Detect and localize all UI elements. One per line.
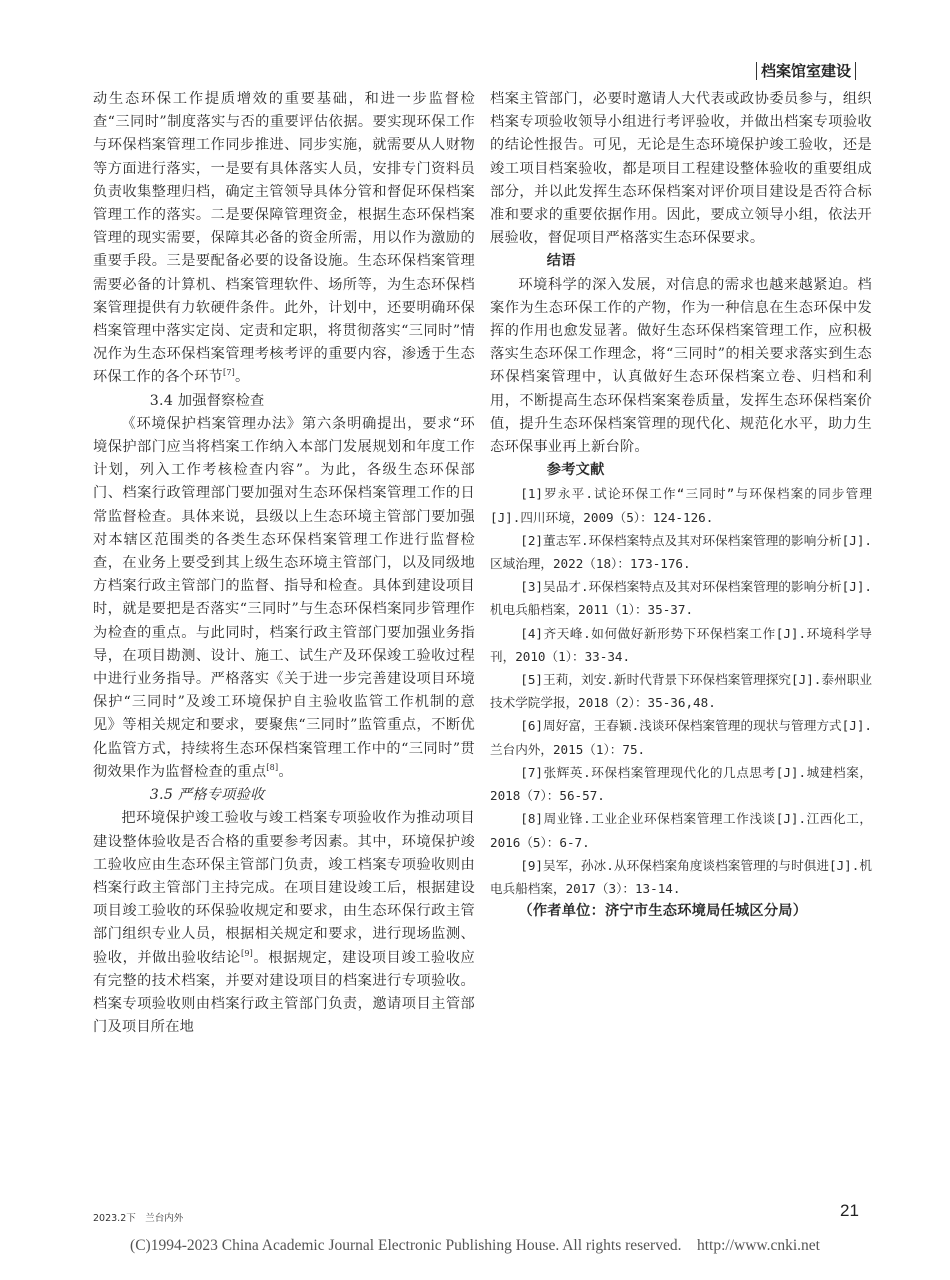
subsection-heading-3-4: 3.4 加强督察检查 bbox=[149, 392, 265, 409]
section-header: 档案馆室建设 bbox=[756, 62, 856, 80]
citation-ref[interactable]: [7] bbox=[222, 368, 236, 378]
references-heading: 参考文献 bbox=[546, 462, 605, 479]
citation-ref[interactable]: [9] bbox=[240, 948, 254, 958]
reference-item: [9]吴军，孙冰.从环保档案角度谈档案管理的与时俱进[J].机电兵船档案，2017（3）：13-14. bbox=[490, 857, 872, 896]
reference-item: [7]张辉英.环保档案管理现代化的几点思考[J].城建档案，2018（7）：56-57. bbox=[490, 764, 872, 804]
reference-item: [2]董志军.环保档案特点及其对环保档案管理的影响分析[J].区域治理，2022（18）：173-176. bbox=[490, 532, 872, 572]
reference-list bbox=[490, 482, 872, 900]
reference-item: [1]罗永平.试论环保工作“三同时”与环保档案的同步管理[J].四川环境，2009（5）：124-126. bbox=[490, 486, 872, 525]
journal-issue: 2023.2下 兰台内外 bbox=[93, 1213, 184, 1224]
conclusion-paragraph: 环境科学的深入发展，对信息的需求也越来越紧迫。档案作为生态环保工作的产物，作为一种信息在生态环保中发挥的作用也愈发显著。做好生态环保档案管理工作，应积极落实生态环保工作理念，将“三同时”的相关要求落实到生态环保档案管理中，认真做好生态环保档案立卷、归档和利用，不断提高生态环保档案案卷质量，发挥生态环保档案价值，提升生态环保档案管理的现代化、规范化水平，助力生态环保事业再上新台阶。 bbox=[490, 276, 872, 456]
body-paragraph: 《环境保护档案管理办法》第六条明确提出，要求“环境保护部门应当将档案工作纳入本部门发展规划和年度工作计划，列入工作考核检查内容”。为此，各级生态环保部门、档案行政管理部门要加强对生态环保档案管理工作的日常监督检查。具体来说，县级以上生态环境主管部门要加强对本辖区范围类的各类生态环保档案管理工作进行监督检查，在业务上要受到其上级生态环境主管部门，以及同级地方档案行政主管部门的监督、指导和检查。具体到建设项目时，就是要把是否落实“三同时”与生态环保档案同步管理作为检查的重点。与此同时，档案行政主管部门要加强业务指导，在项目勘测、设计、施工、试生产及环保竣工验收过程中进行业务指导。严格落实《关于进一步完善建设项目环境保护“三同时”及竣工环境保护自主验收监管工作机制的意见》等相关规定和要求，要聚焦“三同时”监管重点，不断优化监管方式，持续将生态环保档案管理工作中的“三同时”贯彻效果作为监督检查的重点[8]。 bbox=[93, 415, 475, 780]
reference-item: [3]吴品才.环保档案特点及其对环保档案管理的影响分析[J].机电兵船档案，2011（1）：35-37. bbox=[490, 579, 872, 618]
citation-ref[interactable]: [8] bbox=[266, 762, 279, 772]
reference-item: [5]王莉，刘安.新时代背景下环保档案管理探究[J].泰州职业技术学院学报，2018（2）：35-36,48. bbox=[490, 672, 872, 711]
copyright-notice: (C)1994-2023 China Academic Journal Electronic Publishing House. All rights reserved. http://www.cnki.net bbox=[130, 1237, 820, 1254]
reference-item: [8]周业锋.工业企业环保档案管理工作浅谈[J].江西化工，2016（5）：6-7. bbox=[490, 811, 872, 850]
body-paragraph: 档案主管部门，必要时邀请人大代表或政协委员参与，组织档案专项验收领导小组进行考评验收，并做出档案专项验收的结论性报告。可见，无论是生态环境保护竣工验收，还是竣工项目档案验收，都是项目工程建设整体验收的重要组成部分，并以此发挥生态环保档案对评价项目建设是否符合标准和要求的重要依据作用。因此，要成立领导小组，依法开展验收，督促项目严格落实生态环保要求。 bbox=[490, 91, 872, 247]
page-number: 21 bbox=[840, 1201, 859, 1220]
reference-item: [4]齐天峰.如何做好新形势下环保档案工作[J].环境科学导刊，2010（1）：33-34. bbox=[490, 625, 872, 664]
body-paragraph: 动生态环保工作提质增效的重要基础，和进一步监督检查“三同时”制度落实与否的重要评估依据。要实现环保工作与环保档案管理工作同步推进、同步实施，就需要从人财物等方面进行落实，一是要有具体落实人员，安排专门资料员负责收集整理归档，确定主管领导具体分管和督促环保档案管理工作的落实。二是要保障管理资金，根据生态环保档案管理的现实需要，保障其必备的资金所需，用以作为激励的重要手段。三是要配备必要的设备设施。生态环保档案管理需要必备的计算机、档案管理软件、场所等，为生态环保档案管理提供有力软硬件条件。此外，计划中，还要明确环保档案管理中落实定岗、定责和定职，将贯彻落实“三同时”情况作为生态环保档案管理考核考评的重要内容，渗透于生态环保工作的各个环节[7]。 bbox=[93, 91, 475, 386]
body-paragraph: 把环境保护竣工验收与竣工档案专项验收作为推动项目建设整体验收是否合格的重要参考因素。其中，环境保护竣工验收应由生态环保主管部门负责，竣工档案专项验收则由档案行政主管部门主持完成。在项目建设竣工后，根据建设项目竣工验收的环保验收规定和要求，由生态环保行政主管部门组织专业人员，根据相关规定和要求，进行现场监测、验收，并做出验收结论[9]。根据规定，建设项目竣工验收应有完整的技术档案，并要对建设项目的档案进行专项验收。档案专项验收则由档案行政主管部门负责，邀请项目主管部门及项目所在地 bbox=[93, 810, 475, 1036]
conclusion-heading: 结语 bbox=[546, 253, 576, 270]
subsection-heading-3-5: 3.5 严格专项验收 bbox=[149, 787, 265, 804]
right-column bbox=[490, 88, 872, 923]
reference-item: [6]周好富，王春颖.浅谈环保档案管理的现状与管理方式[J].兰台内外，2015（1）：75. bbox=[490, 718, 872, 757]
author-affiliation: （作者单位：济宁市生态环境局任城区分局） bbox=[518, 903, 808, 920]
left-column bbox=[93, 88, 475, 1039]
